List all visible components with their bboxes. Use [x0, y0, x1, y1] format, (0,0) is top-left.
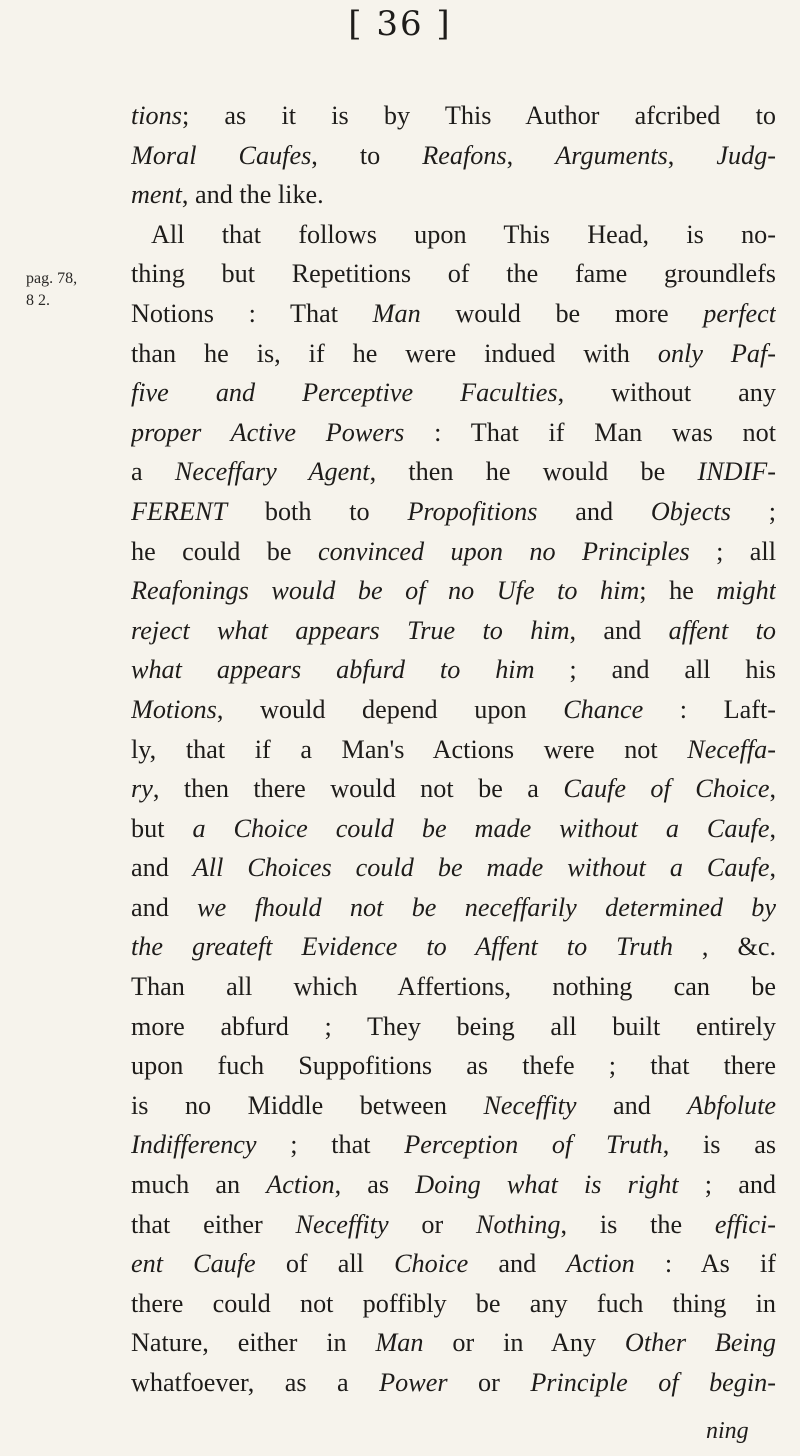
text-line [131, 571, 776, 611]
text-segment: , and the like. [181, 180, 324, 210]
text-line [131, 1205, 776, 1245]
text-segment: , then he would be [369, 457, 698, 487]
italic-text: Action [566, 1249, 635, 1279]
text-segment: he could be [131, 536, 318, 566]
text-segment: or [447, 1368, 531, 1397]
text-segment: , to [311, 140, 423, 170]
text-segment: that either [131, 1209, 296, 1239]
text-line [131, 532, 776, 572]
italic-text: Motions [131, 694, 217, 724]
italic-text: Neceffity [295, 1209, 389, 1239]
text-segment: Than all which Affertions, nothing can be [131, 972, 776, 1002]
text-line [131, 1125, 776, 1165]
text-segment: more abfurd ; They being all built entirely [131, 1011, 776, 1041]
text-line [131, 809, 776, 849]
italic-text: what appears abfurd to him [131, 655, 535, 685]
text-line [131, 650, 776, 690]
text-segment: , then there would not be a [152, 774, 564, 804]
text-segment: of all [255, 1249, 395, 1279]
italic-text: ent Caufe [131, 1249, 256, 1279]
text-segment: ; and all his [534, 655, 776, 685]
text-segment: and [468, 1249, 567, 1279]
italic-text: proper Active Powers [131, 417, 405, 447]
italic-text: All Choices could be made without a Caufe [192, 853, 770, 883]
text-line [131, 334, 776, 374]
text-line [131, 611, 776, 651]
text-line [131, 1046, 776, 1086]
text-segment: ; that [256, 1130, 405, 1160]
italic-text: Chance [563, 694, 644, 724]
italic-text: we fhould not be neceffarily determined by [197, 892, 776, 922]
italic-text: ry [131, 774, 153, 804]
text-segment: All that follows upon This Head, is no- [151, 219, 776, 249]
text-segment: ; as it is by This Author afcribed to [181, 101, 776, 130]
text-segment: both to [227, 496, 408, 526]
text-line [131, 730, 776, 770]
italic-text: Doing what is right [415, 1170, 679, 1200]
italic-text: Neceffa- [687, 734, 776, 764]
italic-text: FERENT [131, 496, 228, 526]
italic-text: Neceffary Agent [174, 457, 370, 487]
italic-text: Caufe of Choice [563, 774, 770, 804]
text-line [131, 1363, 776, 1403]
italic-text: Action [266, 1170, 335, 1200]
text-segment: ; [730, 496, 776, 526]
italic-text: Arguments [555, 140, 668, 170]
text-segment: , and [569, 615, 669, 645]
italic-text: reject what appears True to him [131, 615, 570, 645]
text-segment: than he is, if he were indued with [131, 338, 658, 368]
margin-note-line: 8 2. [26, 292, 50, 309]
text-segment: , as [334, 1170, 416, 1200]
text-segment: : That if Man was not [404, 417, 776, 447]
text-segment: , would depend upon [216, 694, 564, 724]
margin-note-line: pag. 78, [26, 270, 78, 287]
italic-text: Nothing [476, 1209, 561, 1239]
text-segment: is no Middle between [131, 1090, 484, 1120]
text-segment: whatfoever, as a [131, 1368, 380, 1397]
italic-text: affent to [668, 615, 776, 645]
italic-text: Power [379, 1368, 448, 1397]
text-segment: or in Any [423, 1328, 625, 1358]
italic-text: Propofitions [407, 496, 538, 526]
text-segment: , is the [560, 1209, 715, 1239]
text-segment: , [769, 813, 776, 843]
text-segment: : Laft- [643, 694, 776, 724]
text-segment: there could not poffibly be any fuch thing in [131, 1288, 776, 1318]
text-line [131, 927, 776, 967]
italic-text: Man [372, 298, 421, 328]
text-line [131, 1284, 776, 1324]
italic-text: Reafonings would be of no Ufe to him [131, 576, 640, 606]
italic-text: Choice [394, 1249, 469, 1279]
text-line [131, 294, 776, 334]
italic-text: Neceffity [483, 1090, 577, 1120]
italic-text: perfect [703, 298, 776, 328]
text-segment: ly, that if a Man's Actions were not [131, 734, 688, 764]
text-line [131, 1086, 776, 1126]
italic-text: a Choice could be made without a Caufe [192, 813, 770, 843]
margin-note [26, 268, 77, 312]
italic-text: Reafons [422, 140, 507, 170]
text-line [131, 690, 776, 730]
italic-text: Other Being [624, 1328, 776, 1358]
text-segment: , &c. [672, 932, 776, 962]
text-segment: and [131, 892, 198, 922]
italic-text: Principle of begin- [530, 1368, 776, 1397]
italic-text: INDIF- [697, 457, 776, 487]
text-line [131, 967, 776, 1007]
text-line [131, 175, 776, 215]
text-line [131, 848, 776, 888]
italic-text: Abfolute [687, 1090, 776, 1120]
text-segment: thing but Repetitions of the fame groundlefs [131, 259, 776, 289]
italic-text: Perception of Truth [404, 1130, 663, 1160]
italic-text: Man [375, 1328, 424, 1358]
text-segment: , without any [557, 378, 776, 408]
text-segment: , is as [662, 1130, 776, 1160]
italic-text: Judg- [716, 140, 776, 170]
text-segment: but [131, 813, 193, 843]
text-segment: and [537, 496, 651, 526]
text-line [131, 215, 776, 255]
text-line [131, 413, 776, 453]
text-segment: much an [131, 1170, 267, 1200]
text-line [131, 769, 776, 809]
text-segment: and [576, 1090, 688, 1120]
text-line [131, 136, 776, 176]
text-line [131, 452, 776, 492]
text-segment: : As if [634, 1249, 776, 1279]
catchword: ning [706, 1418, 749, 1444]
italic-text: tions [131, 101, 182, 130]
italic-text: convinced upon no Principles [317, 536, 690, 566]
italic-text: ment [131, 180, 182, 210]
italic-text: Indifferency [131, 1130, 257, 1160]
text-segment: or [388, 1209, 477, 1239]
text-segment: ; all [689, 536, 776, 566]
italic-text: only Paf- [657, 338, 776, 368]
text-segment: , [506, 140, 556, 170]
text-line [131, 1007, 776, 1047]
text-segment: and [131, 853, 193, 883]
text-line [131, 888, 776, 928]
text-line [131, 96, 776, 136]
italic-text: Moral Caufes [131, 140, 312, 170]
text-line [131, 254, 776, 294]
text-line [131, 373, 776, 413]
italic-text: Objects [650, 496, 731, 526]
text-line [131, 1323, 776, 1363]
body-text [131, 96, 776, 1403]
page-number: [ 36 ] [348, 4, 452, 44]
text-line [131, 1244, 776, 1284]
text-segment: , [667, 140, 717, 170]
text-segment: ; he [639, 576, 717, 606]
text-segment: ; and [678, 1170, 776, 1200]
italic-text: the greateft Evidence to Affent to Truth [131, 932, 673, 962]
italic-text: five and Perceptive Faculties [131, 378, 558, 408]
text-segment: would be more [420, 298, 704, 328]
text-segment: , [769, 774, 776, 804]
text-segment: upon fuch Suppofitions as thefe ; that there [131, 1051, 776, 1081]
text-segment: Notions : That [131, 298, 373, 328]
text-segment: Nature, either in [131, 1328, 376, 1358]
italic-text: effici- [714, 1209, 776, 1239]
text-line [131, 1165, 776, 1205]
italic-text: might [716, 576, 776, 606]
text-segment: a [131, 457, 175, 487]
text-line [131, 492, 776, 532]
text-segment: , [769, 853, 776, 883]
